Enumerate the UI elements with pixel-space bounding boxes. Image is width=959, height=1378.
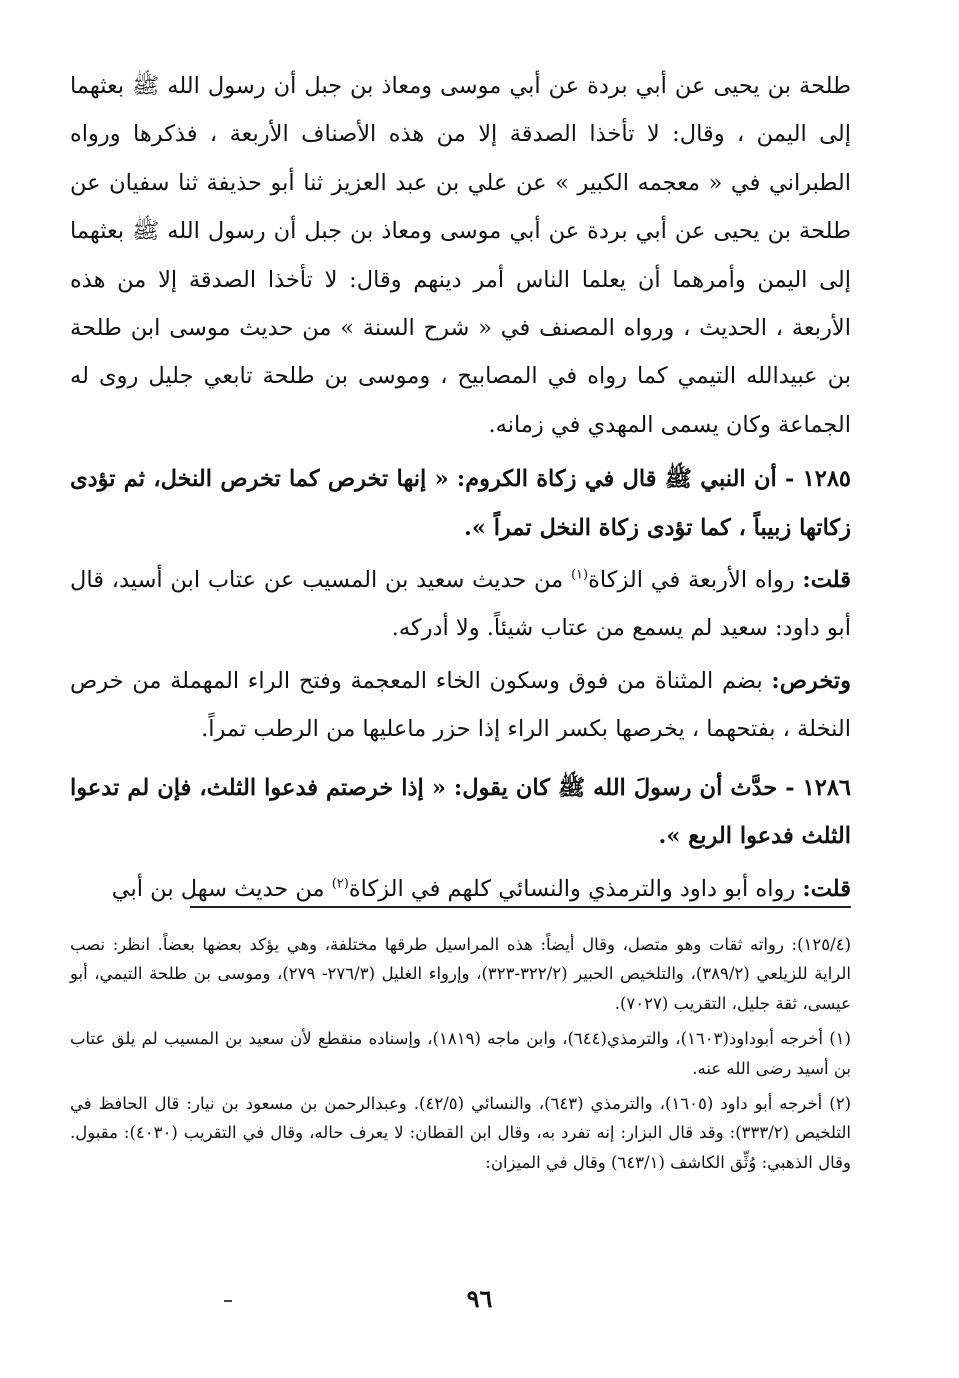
footnote-2: (٢) أخرجه أبو داود (١٦٠٥)، والترمذي (٦٤٣)، والنسائي (٤٢/٥). وعبدالرحمن بن مسعود بن نيار: قال الحافظ في التلخيص (٣٣٣/٢): وقد قال البزار: إنه تفرد به، وقال ابن القطان: لا يعرف حاله، وقال في التقريب (٤٠٣٠): مقبول. وقال الذهبي: وُثِّق الكاشف (٦٤٣/١) وقال في الميزان: — [70, 1094, 851, 1172]
page-number: ٩٦ — [466, 1284, 493, 1313]
takhrus-text: بضم المثناة من فوق وسكون الخاء المعجمة وفتح الراء المهملة من خرص النخلة ، بفتحهما ، يخرصها بكسر الراء إذا حزر ماعليها من الرطب تمراً. — [70, 667, 851, 743]
footnote-divider — [190, 906, 851, 908]
main-text-block — [70, 62, 851, 913]
footnote-ref-2[interactable]: (٢) — [331, 876, 349, 891]
qult-1286-text-b: من حديث سهل بن أبي — [111, 875, 325, 902]
qult-1285-paragraph — [70, 556, 851, 653]
main-text — [70, 62, 851, 913]
qult-1286-text-a: رواه أبو داود والترمذي والنسائي كلهم في الزكاة — [348, 875, 796, 902]
footnote-continued: (١٢٥/٤): رواته ثقات وهو متصل، وقال أيضاً: هذه المراسيل طرقها مختلفة، وهي يؤكد بعضها بعضاً. انظر: نصب الراية للزيلعي (٣٨٩/٢)، والتلخيص الحبير (٣٢٢/٢-٣٢٣)، وإرواء الغليل (٢٧٦/٣- ٢٧٩)، وموسى بن طلحة التيمي، أبو عيسى، ثقة جليل، التقريب (٧٠٢٧). — [70, 935, 852, 1013]
footnotes-block — [70, 930, 851, 1177]
hadith-1286: ١٢٨٦ - حدَّث أن رسولَ الله ﷺ كان يقول: « إذا خرصتم فدعوا الثلث، فإن لم تدعوا الثلث فدعوا الربع ». — [70, 774, 851, 850]
qult-1285-text-b: من حديث سعيد بن المسيب عن عتاب ابن أسيد، قال أبو داود: سعيد لم يسمع من عتاب شيئاً. ولا أدركه. — [70, 567, 851, 642]
footnote-ref-1[interactable]: (١) — [570, 567, 589, 583]
takhrus-label: وتخرص: — [771, 667, 851, 694]
footnote-1: (١) أخرجه أبوداود(١٦٠٣)، والترمذي(٦٤٤)، وابن ماجه (١٨١٩)، وإسناده منقطع لأن سعيد بن المسيب لم يلق عتاب بن أسيد رضى الله عنه. — [70, 1029, 851, 1078]
takhrus-paragraph — [70, 657, 851, 754]
qult-label: قلت: — [802, 567, 852, 594]
hadith-1285: ١٢٨٥ - أن النبي ﷺ قال في زكاة الكروم: « إنها تخرص كما تخرص النخل، ثم تؤدى زكاتها زبيباً ، كما تؤدى زكاة النخل تمراً ». — [70, 466, 851, 541]
qult-1285-text-a: رواه الأربعة في الزكاة — [588, 567, 795, 594]
qult-label-2: قلت: — [802, 875, 851, 902]
intro-paragraph: طلحة بن يحيى عن أبي بردة عن أبي موسى ومعاذ بن جبل أن رسول الله ﷺ بعثهما إلى اليمن ، وقال: لا تأخذا الصدقة إلا من هذه الأصناف الأربعة ، فذكرها ورواه الطبراني في « معجمه الكبير » عن علي بن عبد العزيز ثنا أبو حذيفة ثنا سفيان عن طلحة بن يحيى عن أبي بردة عن أبي موسى ومعاذ بن جبل أن رسول الله ﷺ بعثهما إلى اليمن وأمرهما أن يعلما الناس أمر دينهم وقال: لا تأخذا الصدقة إلا من هذه الأربعة ، الحديث ، ورواه المصنف في « شرح السنة » من حديث موسى ابن طلحة بن عبيدالله التيمي كما رواه في المصابيح ، وموسى بن طلحة تابعي جليل روى له الجماعة وكان يسمى المهدي في زمانه. — [70, 73, 852, 438]
